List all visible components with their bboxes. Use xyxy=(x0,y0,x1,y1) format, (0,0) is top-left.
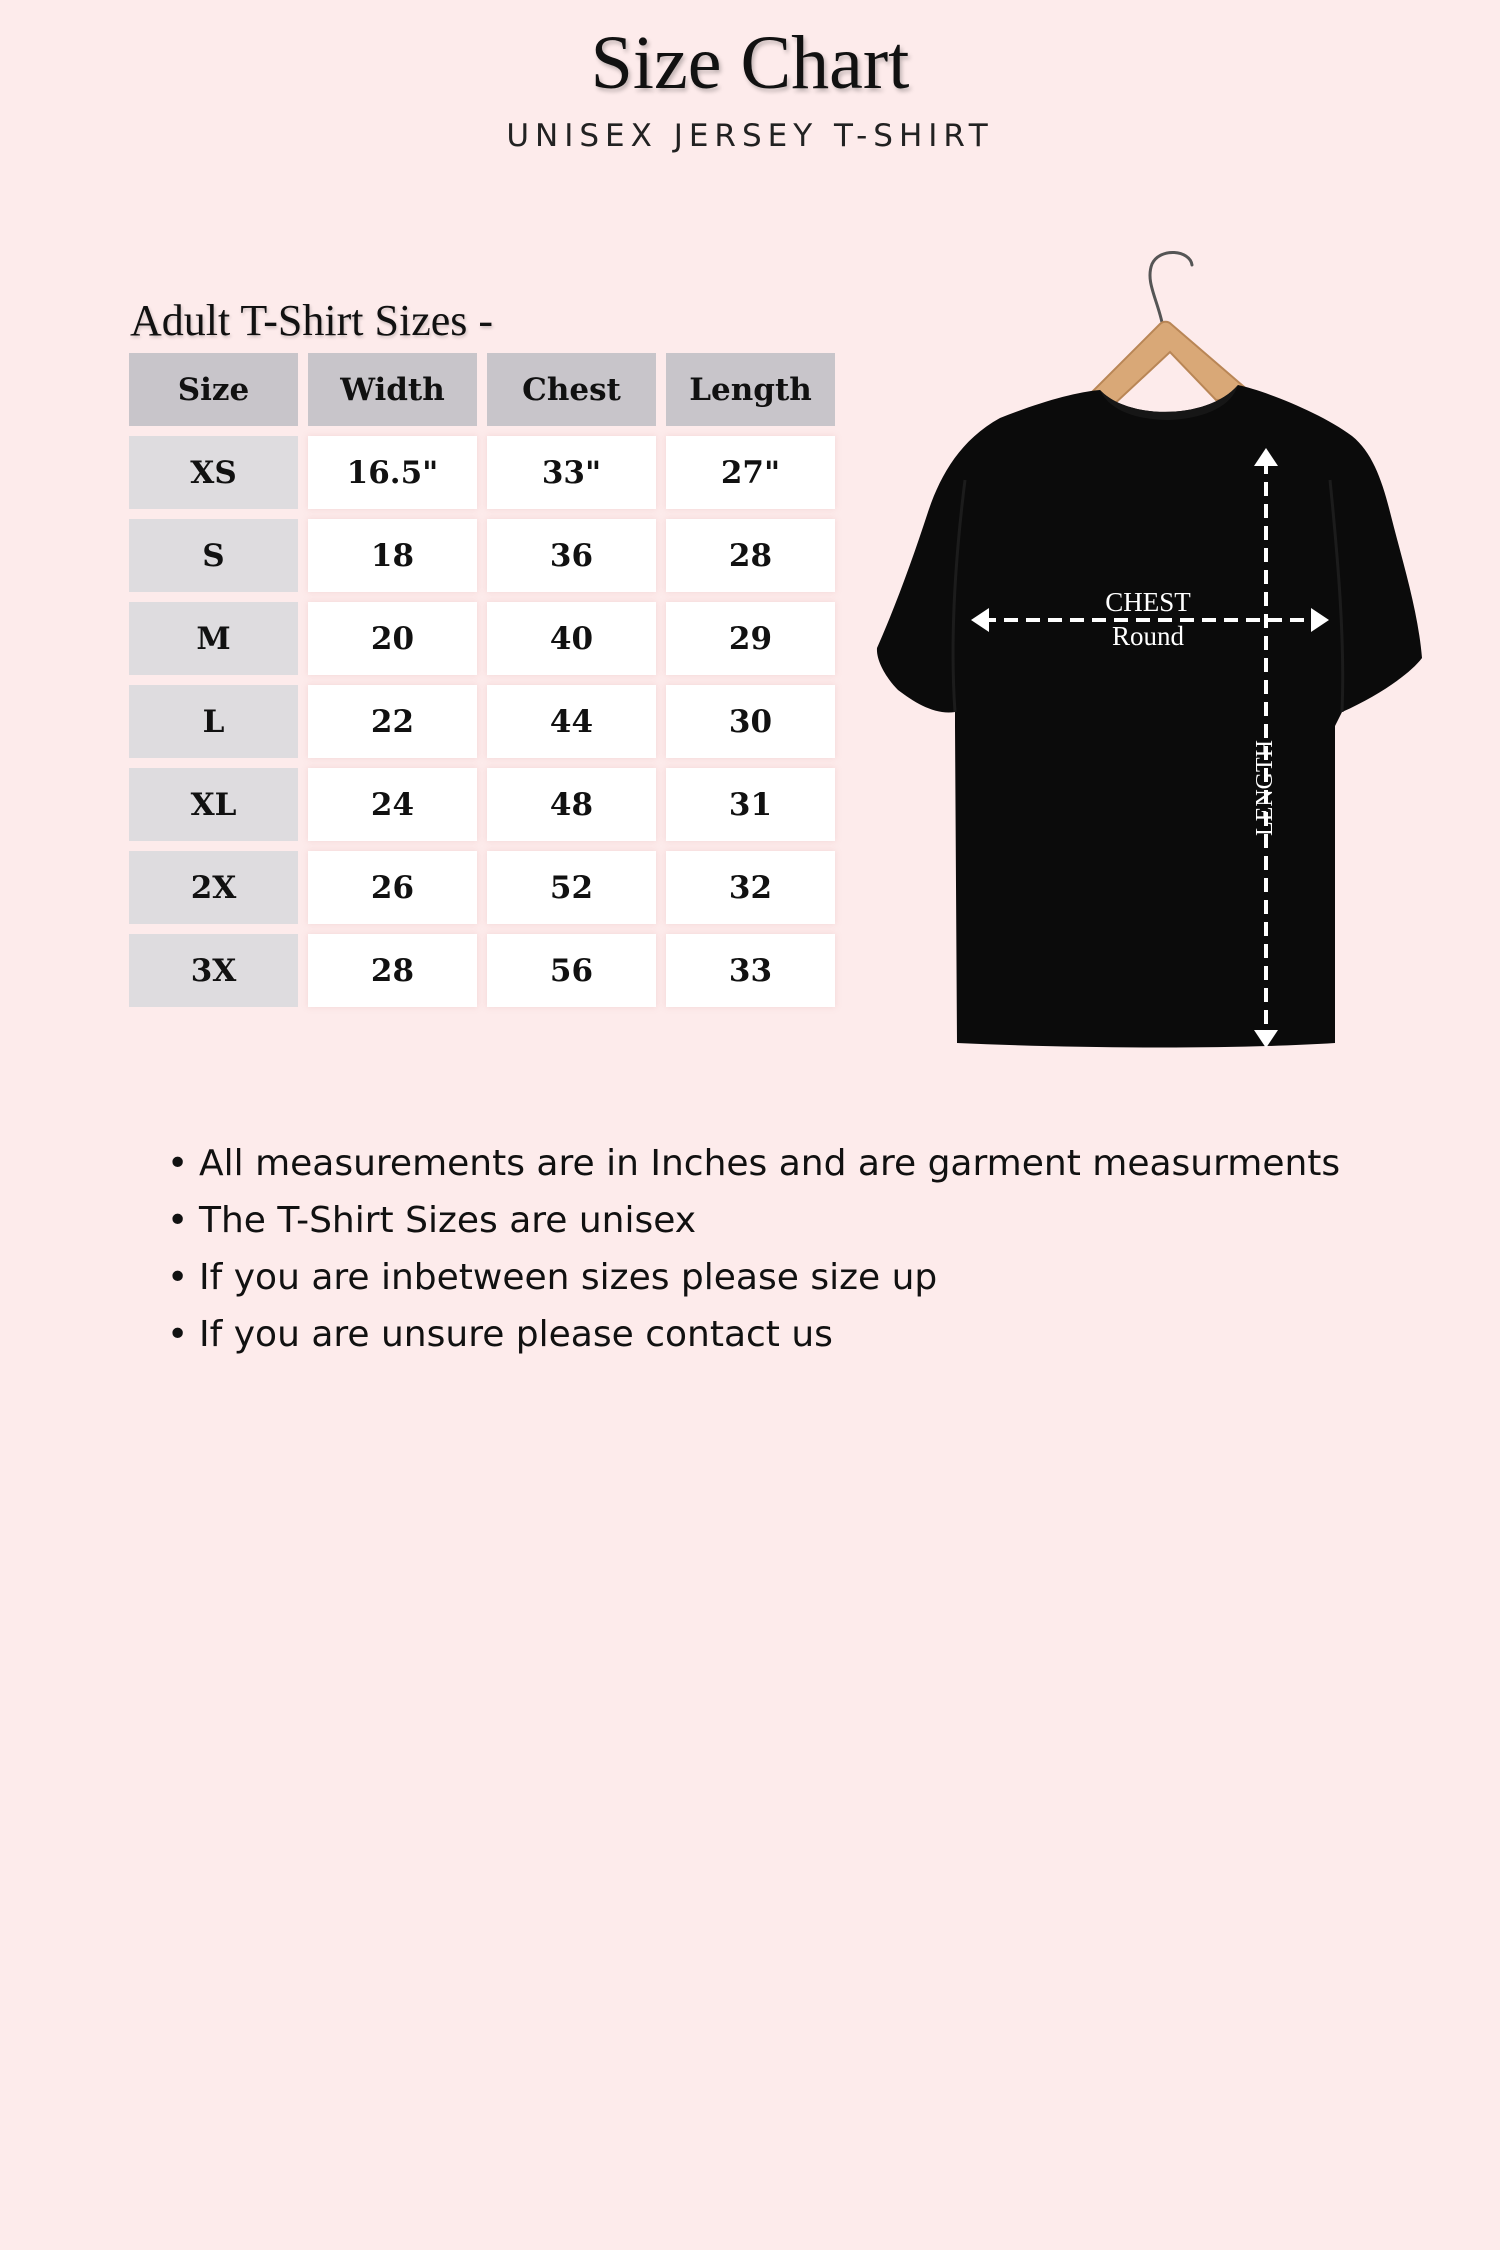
list-item: • If you are unsure please contact us xyxy=(165,1306,1340,1363)
table-row xyxy=(129,851,835,924)
width-cell: 26 xyxy=(308,851,477,924)
length-cell: 32 xyxy=(666,851,835,924)
chest-label-sub: Round xyxy=(1111,621,1184,651)
length-cell: 30 xyxy=(666,685,835,758)
column-header-size: Size xyxy=(129,353,298,426)
chest-cell: 56 xyxy=(487,934,656,1007)
tshirt-illustration xyxy=(860,245,1440,1065)
length-cell: 28 xyxy=(666,519,835,592)
length-cell: 27" xyxy=(666,436,835,509)
size-cell: XS xyxy=(129,436,298,509)
size-cell: S xyxy=(129,519,298,592)
size-cell: L xyxy=(129,685,298,758)
width-cell: 22 xyxy=(308,685,477,758)
size-cell: XL xyxy=(129,768,298,841)
table-header-row xyxy=(129,353,835,426)
chest-cell: 52 xyxy=(487,851,656,924)
hanger-hook xyxy=(1150,252,1192,327)
table-row xyxy=(129,602,835,675)
table-row xyxy=(129,768,835,841)
chest-cell: 48 xyxy=(487,768,656,841)
chest-label xyxy=(1058,585,1238,653)
width-cell: 28 xyxy=(308,934,477,1007)
tshirt-icon xyxy=(877,385,1422,1048)
chest-cell: 36 xyxy=(487,519,656,592)
table-caption: Adult T-Shirt Sizes - xyxy=(130,296,494,345)
column-header-width: Width xyxy=(308,353,477,426)
width-cell: 16.5" xyxy=(308,436,477,509)
chest-cell: 40 xyxy=(487,602,656,675)
table-row xyxy=(129,436,835,509)
width-cell: 24 xyxy=(308,768,477,841)
list-item: • The T-Shirt Sizes are unisex xyxy=(165,1192,1340,1249)
size-cell: 2X xyxy=(129,851,298,924)
chest-label-title: CHEST xyxy=(1105,587,1191,617)
column-header-length: Length xyxy=(666,353,835,426)
table-row xyxy=(129,519,835,592)
list-item: • If you are inbetween sizes please size up xyxy=(165,1249,1340,1306)
chest-cell: 33" xyxy=(487,436,656,509)
length-label: LENGTH xyxy=(1252,740,1278,836)
size-cell: 3X xyxy=(129,934,298,1007)
notes-list xyxy=(165,1135,1340,1363)
hanger-icon xyxy=(1082,322,1250,409)
list-item: • All measurements are in Inches and are garment measurments xyxy=(165,1135,1340,1192)
table-row xyxy=(129,685,835,758)
width-cell: 20 xyxy=(308,602,477,675)
column-header-chest: Chest xyxy=(487,353,656,426)
length-cell: 29 xyxy=(666,602,835,675)
length-cell: 31 xyxy=(666,768,835,841)
table-row xyxy=(129,934,835,1007)
chest-cell: 44 xyxy=(487,685,656,758)
length-cell: 33 xyxy=(666,934,835,1007)
size-table xyxy=(119,343,845,1017)
width-cell: 18 xyxy=(308,519,477,592)
page-subtitle: UNISEX JERSEY T-SHIRT xyxy=(506,118,994,154)
page-title: Size Chart xyxy=(590,21,910,105)
size-cell: M xyxy=(129,602,298,675)
